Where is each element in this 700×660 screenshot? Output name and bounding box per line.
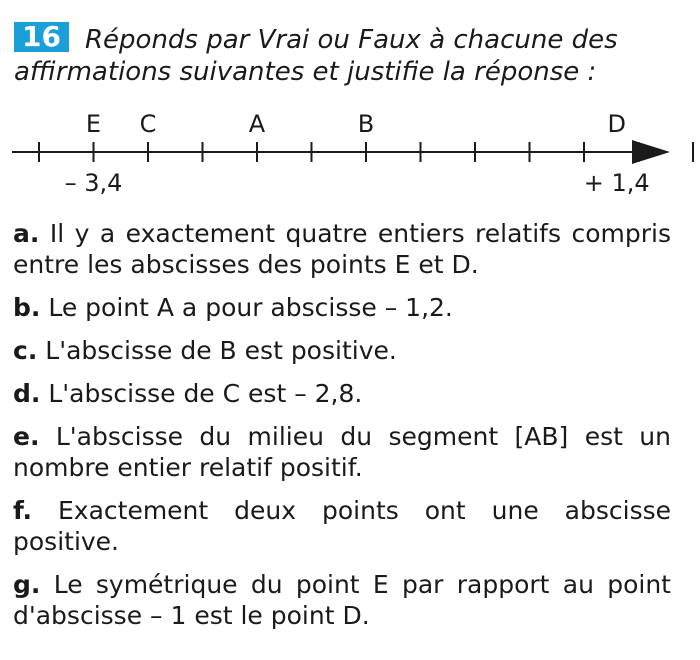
exercise-number-badge: 16 [14, 22, 69, 52]
statement-text: Il y a exactement quatre entiers relatifs compris entre les abscisses des points E et D. [13, 219, 671, 279]
tick-value-label: – 3,4 [64, 169, 123, 197]
statements-list [13, 218, 671, 643]
statement-7 [13, 569, 671, 631]
statement-text: Exactement deux points ont une abscisse positive. [13, 496, 671, 556]
statement-letter: a. [13, 219, 40, 248]
point-label-e: E [85, 110, 102, 138]
point-label-d: D [607, 110, 626, 138]
statement-letter: g. [13, 570, 41, 599]
statement-letter: d. [13, 379, 41, 408]
statement-text: L'abscisse de B est positive. [45, 336, 397, 365]
statement-1 [13, 218, 671, 280]
statement-letter: f. [13, 496, 33, 525]
statement-2 [13, 292, 671, 323]
statement-4 [13, 378, 671, 409]
point-label-c: C [139, 110, 157, 138]
point-labels [86, 110, 626, 138]
point-label-a: A [248, 110, 266, 138]
tick-value-labels [65, 169, 650, 197]
exercise-header [14, 22, 674, 88]
point-label-b: B [357, 110, 375, 138]
statement-3 [13, 335, 671, 366]
statement-text: L'abscisse de C est – 2,8. [48, 379, 363, 408]
statement-letter: b. [13, 293, 41, 322]
statement-text: Le symétrique du point E par rapport au point d'abscisse – 1 est le point D. [13, 570, 671, 630]
statement-6 [13, 495, 671, 557]
statement-text: Le point A a pour abscisse – 1,2. [48, 293, 453, 322]
statement-text: L'abscisse du milieu du segment [AB] est un nombre entier relatif positif. [13, 422, 671, 482]
number-line [0, 100, 700, 200]
instruction-line-1: Réponds par Vrai ou Faux à chacune des [84, 25, 618, 55]
instruction-line-2: affirmations suivantes et justifie la réponse : [14, 57, 597, 87]
tick-value-label: + 1,4 [583, 169, 650, 197]
statement-5 [13, 421, 671, 483]
statement-letter: e. [13, 422, 40, 451]
statement-letter: c. [13, 336, 38, 365]
